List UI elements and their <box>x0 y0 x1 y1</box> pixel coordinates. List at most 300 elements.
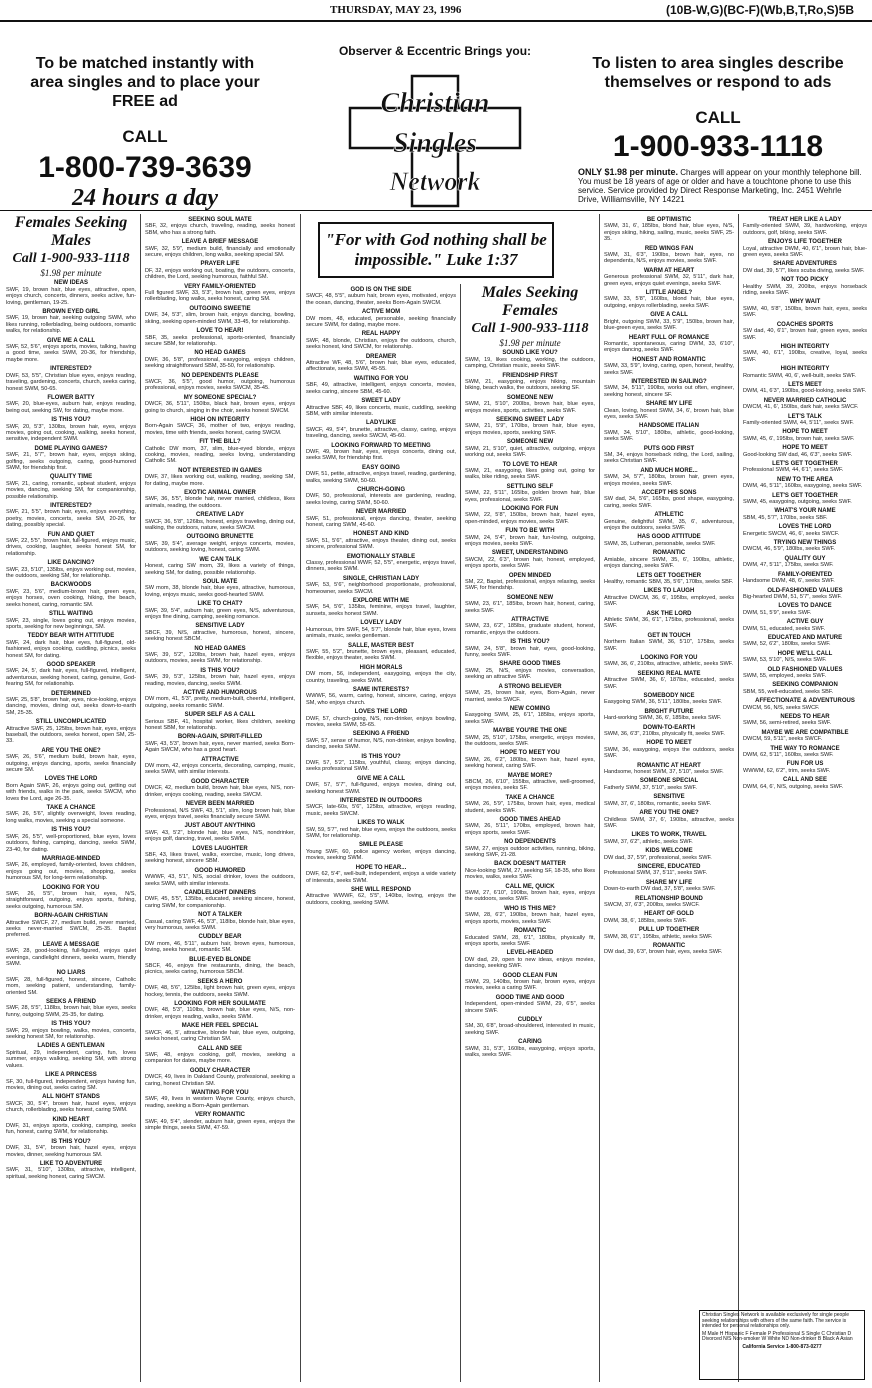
personal-ad-entry: DWF, 31, enjoys sports, cooking, camping, seeks fun, honest, caring SWM, for relationship. <box>6 1122 136 1136</box>
personal-ad-entry: DWF, 31, 5'4", brown hair, hazel eyes, enjoys movies, dinner, seeking humorous SM. <box>6 1145 136 1158</box>
ad-category-heading: GOOD CLEAN FUN <box>502 972 558 979</box>
personal-ad-entry: SM, 34, enjoys horseback riding, the Lord, sailing, seeks Christian SWF. <box>604 452 734 465</box>
ad-category-heading: HOPE WE'LL CALL <box>777 650 833 657</box>
cross-logo-icon <box>342 74 528 208</box>
personal-ad-entry: DW mom, 56, independent, easygoing, enjoys the city, country, traveling, seeks SWM. <box>306 671 456 684</box>
personal-ad-entry: DWM, 38, 6', 185lbs, seeks SWF. <box>604 917 687 924</box>
ad-category-heading: BE OPTIMISTIC <box>646 217 692 223</box>
ad-category-heading: LOVES THE LORD <box>44 776 98 783</box>
personal-ad-entry: SW, 59, 5'7", red hair, blue eyes, enjoys the outdoors, seeks SWM, for relationship. <box>306 826 456 840</box>
personal-ad-entry: DWF, 37, likes working out, walking, reading, seeking SM, for dating, maybe more. <box>145 474 295 487</box>
personal-ad-entry: SWF, 21, caring, romantic, upbeat student, enjoys movies, dancing, seeking SM, for companionship, possible relationship. <box>6 480 136 500</box>
ad-category-heading: BROWN EYED GIRL <box>42 309 100 316</box>
personal-ad-entry: SWF, 23, single, loves going out, enjoys movies, sports, seeking for new beginnings, SM. <box>6 617 136 630</box>
ad-category-heading: BORN-AGAIN CHRISTIAN <box>34 913 108 920</box>
ad-category-heading: CALL AND SEE <box>782 777 827 784</box>
ad-category-heading: HOPE TO MEET <box>782 445 828 452</box>
ad-category-heading: SHARE MY LIFE <box>645 879 693 886</box>
ad-category-heading: SEEKING SWEET LADY <box>495 417 564 424</box>
ad-category-heading: SEEKING COMPANION <box>772 682 838 689</box>
personal-ad-entry: Serious SBF, 41, hospital worker, likes children, seeking honest SBM, for relationship. <box>145 718 295 732</box>
personal-ad-entry: SWF, 57, sense of humor, N/S, non-drinker, enjoys bowling, dancing, seeks SWM. <box>306 737 456 751</box>
ad-category-heading: BLUE-EYED BLONDE <box>189 956 251 963</box>
personal-ad-entry: Handsome DWM, 48, 6', seeks SWF. <box>743 578 835 585</box>
ad-category-heading: LOVES LAUGHTER <box>192 845 248 852</box>
ad-category-heading: INTERESTED IN OUTDOORS <box>339 798 422 805</box>
ad-category-heading: NEVER MARRIED CATHOLIC <box>763 397 847 404</box>
personal-ad-entry: SWM, 24, 5'8", brown hair, eyes, good-looking, funny, seeks SWF. <box>465 645 595 659</box>
personal-ad-entry: DWF, 49, brown hair, eyes, enjoys concerts, dining out, seeks SWM, for friendship first. <box>306 448 456 462</box>
logo-brings-text: Observer & Eccentric Brings you: <box>338 44 532 58</box>
column-divider <box>460 284 461 1382</box>
personal-ad-entry: SWF, 23, 5'10", 135lbs, enjoys working out, movies, the outdoors, seeking SM, for relationship. <box>6 566 136 580</box>
ad-category-heading: ATTRACTIVE <box>201 756 239 763</box>
ad-category-heading: LOVES THE LORD <box>778 524 832 531</box>
ad-category-heading: HOPE TO HEAR... <box>355 864 407 871</box>
ad-category-heading: FUN AND QUIET <box>47 531 95 538</box>
personal-ad-entry: SBF, 49, attractive, intelligent, enjoys concerts, movies, seeks caring, sincere SBM, 45-60. <box>306 382 456 395</box>
ad-category-heading: LIKE TO ADVENTURE <box>39 1160 103 1167</box>
personal-ad-entry: Fatherly SWM, 37, 5'10", seeks SWF. <box>604 784 697 791</box>
ad-category-heading: LETS GET TOGETHER <box>636 572 702 579</box>
personal-ad-entry: SWF, 51, 5'6", attractive, enjoys theater, dining out, seeks sincere, professional SWM. <box>306 537 456 551</box>
left-ad-phone: 1-800-739-3639 <box>38 151 252 184</box>
ad-category-heading: STILL UNCOMPLICATED <box>35 719 107 726</box>
personal-ad-entry: Full figured SWF, 33, 5'3", brown hair, green eyes, enjoys rollerblading, long walks, seeks honest, caring SM. <box>145 290 295 303</box>
personal-ad-entry: WWWF, 56, warm, caring, honest, sincere, caring, enjoys SM, who enjoys church. <box>306 693 456 706</box>
ad-category-heading: LIKES TO WALK <box>357 820 405 827</box>
personal-ad-entry: SWF, 28, good-looking, full-figured, enjoys quiet evenings, candlelight dinners, seeks warm, friendly SWM. <box>6 948 136 967</box>
ad-category-heading: CARING <box>518 1039 542 1046</box>
personal-ad-entry: SBF, 43, likes travel, walks, exercise, music, long drives, seeking honest, sincere SBM. <box>145 851 295 865</box>
personal-ad-entry: SWM, 37, 6', 180lbs, romantic, seeks SWF. <box>604 800 712 807</box>
ad-category-heading: FLOWER BATTY <box>47 394 95 401</box>
personal-ad-entry: DWM, 62, 5'11", 160lbs, seeks SWF. <box>743 752 834 759</box>
ad-category-heading: IS THIS YOU? <box>51 1021 91 1028</box>
ad-category-heading: OLD FASHIONED VALUES <box>767 666 843 673</box>
ad-category-heading: HONEST AND ROMANTIC <box>632 356 706 363</box>
ad-category-heading: SWEET LADY <box>361 398 401 405</box>
ad-category-heading: GOOD HUMORED <box>194 867 246 874</box>
ad-category-heading: WARM AT HEART <box>643 267 695 274</box>
ad-category-heading: STILL WAITING <box>49 611 93 618</box>
ad-category-heading: SEEKING SOUL MATE <box>188 217 252 223</box>
personal-ad-entry: SWM, 36, 6'3", 210lbs, physically fit, seeks SWF. <box>604 731 725 738</box>
personal-ad-entry: SW mom, 38, blonde hair, blue eyes, attractive, humorous, loving, enjoys music, seeks good-hearted SWM. <box>145 585 295 598</box>
personal-ad-entry: SWCF, 36, 5'5", good humor, outgoing, humorous professional, enjoys movies, seeks SWCM, 35-45. <box>145 378 295 392</box>
personal-ad-entry: SWM, 36, easygoing, enjoys the outdoors, seeks SWF. <box>604 746 734 760</box>
ad-category-heading: NO HEAD GAMES <box>194 645 246 652</box>
christian-singles-logo <box>320 44 550 214</box>
personal-ad-entry: SM, 22, Bapist, professional, enjoys relaxing, seeks SWF, for friendship. <box>465 579 595 592</box>
personal-ad-entry: SWF, 52, 5'6", enjoys sports, movies, talking, having a good time, seeks SWM, 20-36, for friendship, maybe more. <box>6 344 136 363</box>
column-1 <box>6 214 136 1382</box>
personal-ad-entry: SWCF, 46, 5', attractive, blonde hair, blue eyes, outgoing, seeks honest, caring Christian SM. <box>145 1029 295 1043</box>
personal-ad-entry: DWF, 45, 5'5", 135lbs, educated, seeking sincere, honest, caring SWM, for companionship. <box>145 896 295 909</box>
personal-ad-entry: DW mom, 41, 5'3", pretty, medium-built, cheerful, intelligent, outgoing, seeks romantic SWM. <box>145 696 295 709</box>
ad-category-heading: HOPE TO MEET YOU <box>500 750 560 757</box>
column-4-entries <box>465 350 595 1058</box>
personal-ad-entry: SBF, 35, seeks professional, sports-oriented, financially secure SBM, for relationship. <box>145 334 295 347</box>
ad-category-heading: SMILE PLEASE <box>358 842 403 849</box>
ad-category-heading: INTERESTED? <box>50 366 92 373</box>
personal-ad-entry: SWM, 26, 5'9", 175lbs, brown hair, eyes, medical student, seeks SWF. <box>465 801 595 814</box>
ad-category-heading: VERY FAMILY-ORIENTED <box>184 283 256 290</box>
ad-category-heading: GIVE A CALL <box>650 312 688 319</box>
personal-ad-entry: Attractive DWCM, 36, 6', 195lbs, employed, seeks SWF. <box>604 594 734 608</box>
ad-category-heading: SUPER SELF AS A CALL <box>184 712 256 719</box>
logo-word-network: Network <box>389 167 481 196</box>
ad-category-heading: LEVEL-HEADED <box>506 950 554 957</box>
ad-category-heading: TO LOVE TO HEAR <box>502 461 558 468</box>
ad-category-heading: NO LIARS <box>56 970 86 977</box>
ad-category-heading: QUALITY TIME <box>49 474 93 481</box>
ad-category-heading: ENJOYS LIFE TOGETHER <box>768 239 842 246</box>
personal-ad-entry: SWF, 19, brown hair, blue eyes, attractive, open, enjoys church, concerts, dinners, seeks active, fun-loving, gentleman, 19-25. <box>6 286 136 306</box>
ad-category-heading: A STRONG BELIEVER <box>498 683 562 690</box>
ad-category-heading: OLD-FASHIONED VALUES <box>767 587 843 594</box>
personal-ad-entry: SWM, 22, 5'11", 165lbs, golden brown hair, blue eyes, professional, seeks SWF. <box>465 490 595 503</box>
ad-category-heading: LET'S TALK <box>788 413 822 420</box>
service-info-footer: California Service 1-800-873-0277 <box>742 1343 822 1350</box>
ad-category-heading: HIGH INTEGRITY <box>780 366 830 373</box>
column-2 <box>145 214 295 1382</box>
personal-ad-entry: Young SWF, 60, police agency worker, enjoys dancing, movies, seeking SWM. <box>306 848 456 862</box>
logo-word-singles: Singles <box>392 128 478 159</box>
ad-category-heading: CALL AND SEE <box>197 1045 242 1052</box>
personal-ad-entry: SWM, 31, 6', 185lbs, blond hair, blue eyes, N/S, enjoys skiing, hiking, sailing, music, seeks SWF, 25-35. <box>604 223 734 243</box>
ad-category-heading: LITTLE ANGEL? <box>645 290 693 297</box>
ad-category-heading: AFFECTIONATE & ADVENTUROUS <box>755 698 855 705</box>
ad-category-heading: CREATIVE LADY <box>196 512 244 519</box>
ad-category-heading: FAMILY-ORIENTED <box>777 571 833 578</box>
personal-ad-entry: DW mom, 42, enjoys concerts, decorating, camping, music, seeks SWM, with similar interests. <box>145 763 295 776</box>
left-ad-hours: 24 hours a day <box>71 185 219 211</box>
personal-ad-entry: SWF, 51, professional, enjoys dancing, theater, seeking honest, caring SWM, 45-60. <box>306 515 456 528</box>
personal-ad-entry: Professional SWM, 37, 5'11", seeks SWF. <box>604 870 708 877</box>
personal-ad-entry: Easygoing SWM, 25, 6'1", 185lbs, enjoys sports, seeks SWF. <box>465 712 595 725</box>
ad-category-heading: EXPLORE WITH ME <box>352 598 410 605</box>
personal-ad-entry: Casual, caring SWF, 46, 5'3", 118lbs, blonde hair, blue eyes, very humorous, seeks SWM. <box>145 918 295 931</box>
personal-ad-entry: Classy, professional WWF, 52, 5'5", energetic, enjoys travel, dinners, seeks SWM. <box>306 560 456 573</box>
personal-ad-entry: SW dad, 40, 6'1", brown hair, green eyes, seeks SWF. <box>743 328 867 341</box>
personal-ad-entry: DW dad, 39, 5'7", likes scuba diving, seeks SWF. <box>743 267 865 274</box>
ad-category-heading: GIVE ME A CALL <box>356 775 406 782</box>
personal-ad-entry: DWM, 64, 6', N/S, outgoing, seeks SWF. <box>743 783 844 790</box>
ad-category-heading: TAKE A CHANCE <box>46 805 96 812</box>
personal-ad-entry: SWF, 29, enjoys bowling, walks, movies, concerts, seeking honest SM, for relationship. <box>6 1027 136 1041</box>
personal-ad-entry: SWF, 28, 5'5", 118lbs, brown hair, blue eyes, seeks funny, outgoing SWM, 25-35, for dating. <box>6 1005 136 1018</box>
personal-ad-entry: SWM, 22, 5'8", 150lbs, brown hair, hazel eyes, open-minded, enjoys movies, seeks SWF. <box>465 512 595 525</box>
ad-category-heading: LADIES A GENTLEMAN <box>37 1043 105 1050</box>
service-info-box <box>699 1310 865 1380</box>
personal-ad-entry: SWM, 23, 6'2", 185lbs, graduate student, honest, romantic, enjoys the outdoors. <box>465 623 595 636</box>
ad-category-heading: DREAMER <box>365 353 397 360</box>
personal-ad-entry: SWF, 32, 5'9", medium build, financially and emotionally secure, enjoys children, long walks, seeking special SM. <box>145 245 295 259</box>
personal-ad-entry: Good-looking SW dad, 46, 6'3", seeks SWF. <box>743 451 853 458</box>
personal-ad-entry: SWM, 55, employed, seeks SWF. <box>743 672 826 679</box>
personal-ad-entry: DWF, 48, 5'3", 110lbs, brown hair, blue eyes, N/S, non-drinker, enjoys reading, walks, seeks SWM. <box>145 1007 295 1020</box>
ad-category-heading: ALL NIGHT STANDS <box>42 1094 100 1101</box>
ad-category-heading: HONEST AND KIND <box>353 531 409 538</box>
ad-category-heading: RELATIONSHIP BOUND <box>635 895 703 902</box>
ad-category-heading: LEAVE A BRIEF MESSAGE <box>181 239 259 246</box>
right-ad <box>568 54 868 204</box>
personal-ad-entry: SWM, 25, 5'10", 175lbs, energetic, enjoys movies, the outdoors, seeks SWF. <box>465 734 595 747</box>
ad-category-heading: HEART OF GOLD <box>644 911 694 918</box>
ad-category-heading: GODLY CHARACTER <box>189 1067 251 1074</box>
personal-ad-entry: Genuine, delightful SWM, 35, 6', adventurous, enjoys the outdoors, seeks SWF. <box>604 518 734 532</box>
personal-ad-entry: Family-oriented SWM, 39, hardworking, enjoys outdoors, golf, biking, seeks SWF. <box>743 223 867 236</box>
personal-ad-entry: SWM, 36, 6', 210lbs, attractive, athletic, seeks SWF. <box>604 661 734 668</box>
personal-ad-entry: SWM, 28, 6'2", 190lbs, brown hair, hazel eyes, enjoys sports, movies, seeks SWF. <box>465 912 595 925</box>
ad-category-heading: HIGH MORALS <box>359 664 403 671</box>
personal-ad-entry: Amiable, sincere SWM, 35, 6', 190lbs, athletic, enjoys dancing, seeks SWF. <box>604 556 734 570</box>
ad-category-heading: GOD IS ON THE SIDE <box>350 287 412 293</box>
personal-ad-entry: Hard-working SWM, 36, 6', 185lbs, seeks SWF. <box>604 715 722 722</box>
personal-ad-entry: DWM, 41, 6'3", 190lbs, good-looking, seeks SWF. <box>743 388 867 395</box>
ad-category-heading: SEEKING A FRIEND <box>352 731 410 738</box>
personal-ad-entry: SWM, 34, 5'10", 180lbs, athletic, good-looking, seeks SWF. <box>604 429 734 443</box>
personal-ad-entry: SWM, 26, 6'2", 180lbs, brown hair, hazel eyes, seeking honest, caring SWF. <box>465 756 595 770</box>
ad-category-heading: HEART FULL OF ROMANCE <box>628 334 710 341</box>
ad-category-heading: WHY WAIT <box>789 299 821 306</box>
personal-ad-entry: SWF, 26, 5'5", well-proportioned, blue eyes, loves outdoors, fishing, camping, dancing, seeks SWM, 23-40, for dating. <box>6 833 136 853</box>
personal-ad-entry: SWM, 34, 5'11", 190lbs, works out often, engineer, seeking honest, sincere SF. <box>604 385 734 398</box>
personal-ad-entry: Loyal, attractive DWM, 40, 6'1", brown hair, blue-green eyes, seeks SWF. <box>743 245 867 259</box>
personal-ad-entry: Professional SWM, 44, 6'1", seeks SWF. <box>743 467 844 474</box>
females-section-rate: $1.98 per minute <box>40 268 102 278</box>
ad-category-heading: WHO IS THIS ME? <box>504 905 556 912</box>
ad-category-heading: LIKE A PRINCESS <box>45 1072 97 1079</box>
ad-category-heading: NO DEPENDENTS PLEASE <box>181 372 259 379</box>
personal-ad-entry: SWM, 56, semi-retired, seeks SWF. <box>743 720 832 727</box>
males-section-title: Males Seeking Females <box>481 284 579 319</box>
personal-ad-entry: DWCM, 59, 5'11", seeks SWCF. <box>743 736 823 743</box>
ad-category-heading: GOOD TIME AND GOOD <box>495 994 565 1001</box>
ad-category-heading: ARE YOU THE ONE? <box>41 747 101 754</box>
logo-word-christian: Christian <box>380 88 490 119</box>
ad-category-heading: HAS GOOD ATTITUDE <box>637 534 701 541</box>
ad-category-heading: PRAYER LIFE <box>200 261 240 268</box>
ad-category-heading: LOVES TO DANCE <box>778 603 832 610</box>
personal-ad-entry: SWF, 39, 5'3", 125lbs, brown hair, hazel eyes, enjoys reading, movies, dancing, seeks SWM. <box>145 674 295 687</box>
personal-ad-entry: SWM, 40, 5'8", 150lbs, brown hair, eyes, seeks SWF. <box>743 305 867 319</box>
personal-ad-entry: DWF, 36, 5'8", professional, easygoing, enjoys children, seeking straightforward SBM, 35-50, for relationship. <box>145 356 295 370</box>
personal-ad-entry: Attractive SWCF, 27, medium build, never married, seeks never-married SWCM, 25-35. Baptist preferred. <box>6 919 136 939</box>
ad-category-heading: NEW TO THE AREA <box>776 476 833 483</box>
personal-ad-entry: Handsome, honest SWM, 37, 5'10", seeks SWF. <box>604 769 724 776</box>
personal-ad-entry: SWM, 25, brown hair, eyes, Born-Again, never married, seeks SWCF. <box>465 690 595 703</box>
ad-category-heading: NOT INTERESTED IN GAMES <box>178 467 262 474</box>
ad-category-heading: QUALITY GUY <box>784 555 826 562</box>
personal-ad-entry: SWF, 25, 5'8", brown hair, eyes, nice-looking, enjoys dancing, movies, dining out, seeks down-to-earth SM, 25-35. <box>6 696 136 716</box>
personal-ad-entry: SWM, 45, easygoing, outgoing, seeks SWF. <box>743 499 852 506</box>
personal-ad-entry: Catholic DW mom, 37, slim, blue-eyed blonde, enjoys cooking, movies, reading, seeks loving, understanding Catholic SM. <box>145 445 295 465</box>
ad-category-heading: HANDSOME ITALIAN <box>639 423 699 430</box>
ad-category-heading: BACKWOODS <box>50 582 92 589</box>
ad-category-heading: NO DEPENDENTS <box>504 839 556 846</box>
personal-ad-entry: SWM, 25, N/S, enjoys movies, conversation, seeking an attractive SWF. <box>465 667 595 681</box>
column-5-entries <box>604 217 734 956</box>
section-divider <box>0 210 872 211</box>
personal-ad-entry: Attractive WWWF, 62, 5'5", 140lbs, loving, enjoys the outdoors, cooking, seeking SWM. <box>306 893 456 906</box>
ad-category-heading: IS THIS YOU? <box>51 1138 91 1145</box>
personal-ad-entry: DWCF, 49, lives in Oakland County, professional, seeking a caring, honest Christian SM. <box>145 1074 295 1087</box>
personal-ad-entry: Down-to-earth DW dad, 37, 5'8", seeks SWF. <box>604 886 716 893</box>
personal-ad-entry: SBM, 45, 5'7", 170lbs, seeks SBF. <box>743 514 828 521</box>
column-5 <box>604 214 734 1382</box>
ad-category-heading: MAYBE YOU'RE THE ONE <box>493 728 567 735</box>
ad-category-heading: FRIENDSHIP FIRST <box>502 372 558 379</box>
ad-category-heading: ARE YOU THE ONE? <box>639 810 699 817</box>
ad-category-heading: REAL HAPPY <box>361 331 401 338</box>
ad-category-heading: MAYBE MORE? <box>507 772 553 779</box>
personal-ad-entry: DWF, 62, 5'4", well-built, independent, enjoys a wide variety of interests, seeks SWM. <box>306 871 456 884</box>
personal-ad-entry: SWF, 20, blue-eyes, auburn hair, enjoys reading, being out, seeking SW, for dating, maybe more. <box>6 401 136 414</box>
personal-ad-entry: DWF, 57, church-going, N/S, non-drinker, enjoys bowling, movies, seeks SWM, 55-65. <box>306 715 456 728</box>
ad-category-heading: LIKES TO WORK, TRAVEL <box>631 832 707 839</box>
personal-ad-entry: SWM, 19, likes cooking, working, the outdoors, camping, Christian music, seeks SWF. <box>465 356 595 370</box>
personal-ad-entry: SWM, 53, 5'10", N/S, seeks SWF. <box>743 657 827 664</box>
ad-category-heading: NEEDS TO HEAR <box>780 714 830 720</box>
personal-ad-entry: Nice-looking SWM, 27, seeking SF, 18-35, who likes movies, walks, seeks SWF. <box>465 867 595 881</box>
ad-category-heading: CALL ME, QUICK <box>505 883 555 890</box>
personal-ad-entry: WWWF, 43, 5'1", N/S, social drinker, loves the outdoors, seeks SWM, with similar interests. <box>145 874 295 887</box>
page-header <box>0 0 872 22</box>
personal-ad-entry: SWCF, late-60s, 5'6", 125lbs, attractive, enjoys reading, music, seeks SWCM. <box>306 804 456 817</box>
column-3 <box>306 284 456 1382</box>
ad-category-heading: SWEET, UNDERSTANDING <box>491 550 569 557</box>
personal-ad-entry: SWCM, 37, 6'3", 200lbs, seeks SWCF. <box>604 901 700 908</box>
column-3-entries <box>306 287 456 906</box>
personal-ad-entry: SWF, 23, 5'6", medium-brown hair, green eyes, enjoys horses, oven cooking, hiking, the beach, seeks honest, caring, romantic SM. <box>6 588 136 608</box>
column-divider <box>140 214 141 1382</box>
ad-category-heading: LIKES TO LAUGH <box>643 588 695 595</box>
personal-ad-entry: Born-Again SWCF, 36, mother of two, enjoys reading, movies, time with friends, seeks honest, caring SWCM. <box>145 423 295 436</box>
ad-category-heading: SOMEONE NEW <box>506 594 554 601</box>
males-section-call: Call 1-900-933-1118 <box>471 321 589 336</box>
ad-category-heading: WANTING FOR YOU <box>191 1089 249 1096</box>
ad-category-heading: WAITING FOR YOU <box>353 375 409 382</box>
ad-category-heading: BRIGHT FUTURE <box>644 708 694 715</box>
ad-category-heading: LETS MEET <box>788 381 822 388</box>
personal-ad-entry: DWM, 51, 5'9", seeks SWF. <box>743 609 812 616</box>
ad-category-heading: BORN-AGAIN, SPIRIT-FILLED <box>177 734 263 741</box>
ad-category-heading: NOT TOO PICKY <box>781 277 829 284</box>
personal-ad-entry: SWF, 54, 5'6", 135lbs, feminine, enjoys travel, laughter, sunsets, seeks honest SWM. <box>306 604 456 617</box>
ad-category-heading: FIT THE BILL? <box>199 439 241 446</box>
personal-ad-entry: SBCF, 39, N/S, attractive, humorous, honest, sincere, seeking honest SBCM. <box>145 629 295 643</box>
ad-category-heading: NO HEAD GAMES <box>194 350 246 357</box>
personal-ad-entry: Big-hearted DWM, 51, 5'7", seeks SWF. <box>743 593 842 600</box>
personal-ad-entry: SWM, 27, enjoys outdoor activities, running, biking, seeking SWF, 21-28. <box>465 845 595 859</box>
ad-category-heading: INTERESTED? <box>50 503 92 509</box>
ad-category-heading: LET'S GET TOGETHER <box>772 461 838 467</box>
ad-category-heading: ACCEPT HIS SONS <box>641 490 697 497</box>
ad-category-heading: SOUND LIKE YOU? <box>502 350 558 357</box>
ad-category-heading: MY SOMEONE SPECIAL? <box>183 394 257 401</box>
ad-category-heading: SEEKING REAL MATE <box>637 670 701 677</box>
ad-category-heading: SENSITIVE LADY <box>195 623 245 630</box>
left-ad <box>0 54 290 212</box>
ad-category-heading: GIVE ME A CALL <box>46 337 96 344</box>
personal-ad-entry: SWF, 39, 5'4", average weight, enjoys concerts, movies, outdoors, seeking loving, honest, caring SWM. <box>145 540 295 554</box>
ad-category-heading: PUTS GOD FIRST <box>643 445 695 452</box>
left-ad-text: To be matched instantly with area singles and to place your FREE ad <box>30 55 260 110</box>
ad-category-heading: FUN TO BE WITH <box>505 528 555 535</box>
bible-quote: "For with God nothing shall be impossible." Luke 1:37 <box>325 230 547 269</box>
ad-category-heading: NEVER BEEN MARRIED <box>185 801 255 808</box>
personal-ad-entry: SWF, 22, 5'5", brown hair, full-figured, enjoys music, drives, cooking, laughter, seeks honest SM, for relationship. <box>6 538 136 557</box>
personal-ad-entry: SBF, 32, enjoys church, traveling, reading, seeks honest SBM, who has a strong faith. <box>145 223 295 236</box>
personal-ad-entry: WWWM, 62, 6'2", trim, seeks SWF. <box>743 767 831 774</box>
ad-category-heading: HOPE TO MEET <box>782 429 828 436</box>
personal-ad-entry: SWF, 19, brown hair, seeking outgoing SWM, who likes running, rollerblading, being outdoors, romantic walks, for relationship. <box>6 315 136 335</box>
personal-ad-entry: SBCF, 46, enjoys fine restaurants, dining, the beach, picnics, seeks caring, humorous SBCM. <box>145 963 295 976</box>
ad-category-heading: ROMANTIC <box>513 928 547 935</box>
ad-category-heading: NEW IDEAS <box>53 280 88 287</box>
ad-category-heading: SHARE ADVENTURES <box>773 261 837 268</box>
personal-ad-entry: Attractive WF, 48, 5'6", brown hair, blue eyes, educated, affectionate, seeks SWM, 45-55. <box>306 360 456 373</box>
personal-ad-entry: SWCF, 36, 5'8", 126lbs, honest, enjoys traveling, dining out, walking, the outdoors, nature, seeks SWCM. <box>145 518 295 532</box>
ad-category-heading: SHARE GOOD TIMES <box>499 661 561 668</box>
ad-category-heading: LOVELY LADY <box>360 620 402 627</box>
column-1-entries <box>6 280 136 1180</box>
personal-ad-entry: SWF, 43, 5'3", brown hair, eyes, never married, seeks Born-Again SWCM, who has a good heart. <box>145 740 295 754</box>
personal-ad-entry: SWM, 26, 5'11", 170lbs, employed, brown hair, enjoys sports, seeks SWF. <box>465 823 595 836</box>
ad-category-heading: MARRIAGE-MINDED <box>41 855 101 862</box>
personal-ad-entry: SWF, 39, 5'4", auburn hair, green eyes, N/S, adventurous, enjoys fine dining, camping, seeking romance. <box>145 607 295 620</box>
personal-ad-entry: Independent, open-minded SWM, 29, 6'5", seeks sincere SWF. <box>465 1001 595 1014</box>
personal-ad-entry: SWM, 21, 5'9", 170lbs, brown hair, blue eyes, enjoys movies, sports, seeking SWF. <box>465 423 595 436</box>
ad-category-heading: ACTIVE GUY <box>786 619 824 626</box>
personal-ad-entry: SWCF, 48, 5'5", auburn hair, brown eyes, motivated, enjoys the ocean, dancing, theater, seeks Born-Again SWCM. <box>306 293 456 306</box>
ad-category-heading: EDUCATED AND MATURE <box>767 634 843 641</box>
right-ad-fine-print <box>568 164 868 204</box>
ad-category-heading: NEW COMING <box>509 705 551 712</box>
personal-ad-entry: SWF, 43, 5'2", blonde hair, blue eyes, N/S, nondrinker, enjoys golf, dancing, travel, seeks SWM. <box>145 829 295 843</box>
personal-ad-entry: Family-oriented SWM, 44, 5'11", seeks SWF. <box>743 419 854 426</box>
personal-ad-entry: SWF, 26, 5'6", slightly overweight, loves reading, long walks, movies, seeking a special someone. <box>6 811 136 824</box>
issue-date: THURSDAY, MAY 23, 1996 <box>330 4 462 16</box>
rate-text: ONLY $1.98 per minute. <box>578 167 679 177</box>
ad-category-heading: NOT A TALKER <box>198 912 242 919</box>
ad-category-heading: EXOTIC ANIMAL OWNER <box>184 490 256 497</box>
personal-ad-entry: Energetic SWCM, 46, 6', seeks SWCF. <box>743 530 840 537</box>
personal-ad-entry: Clean, loving, honest SWM, 34, 6', brown hair, blue eyes, seeks SWF. <box>604 407 734 420</box>
ad-category-heading: MAKE HER FEEL SPECIAL <box>181 1023 259 1030</box>
personal-ad-entry: Professional, N/S SWF, 43, 5'1", slim, long brown hair, blue eyes, enjoys travel, seeks financially secure SWM. <box>145 807 295 820</box>
personal-ad-entry: Spiritual, 29, independent, caring, fun, loves summer, enjoys walking, seeking SM, with strong values. <box>6 1049 136 1069</box>
ad-category-heading: FUN FOR US <box>786 761 824 768</box>
ad-category-heading: IS THIS YOU? <box>361 753 401 760</box>
ad-category-heading: CANDLELIGHT DINNERS <box>184 889 256 896</box>
ad-category-heading: HIGH ON INTEGRITY <box>190 416 250 423</box>
ad-category-heading: DOME PLAYING GAMES? <box>34 445 108 452</box>
right-ad-text: To listen to area singles describe themselves or respond to ads <box>592 55 844 91</box>
ad-category-heading: LOOKING FOR YOU <box>42 884 100 891</box>
column-divider <box>738 214 739 1382</box>
personal-ad-entry: Bright, outgoing SWM, 33, 5'9", 150lbs, brown hair, blue-green eyes, seeks SWF. <box>604 318 734 332</box>
personal-ad-entry: DWF, 51, petite, attractive, enjoys travel, reading, gardening, walks, seeking SWM, 50-60. <box>306 471 456 484</box>
personal-ad-entry: SWM, 31, 5'3", 160lbs, easygoing, enjoys sports, walks, seeks SWF. <box>465 1045 595 1058</box>
females-section-call: Call 1-900-933-1118 <box>12 251 130 266</box>
edition-code: (10B-W,G)(BC-F)(Wb,B,T,Ro,S)5B <box>666 3 854 17</box>
personal-ad-entry: SWF, 21, 5'7", brown hair, eyes, enjoys skiing, golfing, seeks outgoing, caring, good-humored SWM, for friendship first. <box>6 452 136 471</box>
personal-ad-entry: SWF, 39, 5'2", 120lbs, brown hair, hazel eyes, enjoys outdoors, movies, seeks SWM, for relationship. <box>145 651 295 665</box>
ad-category-heading: ROMANTIC <box>652 943 686 949</box>
